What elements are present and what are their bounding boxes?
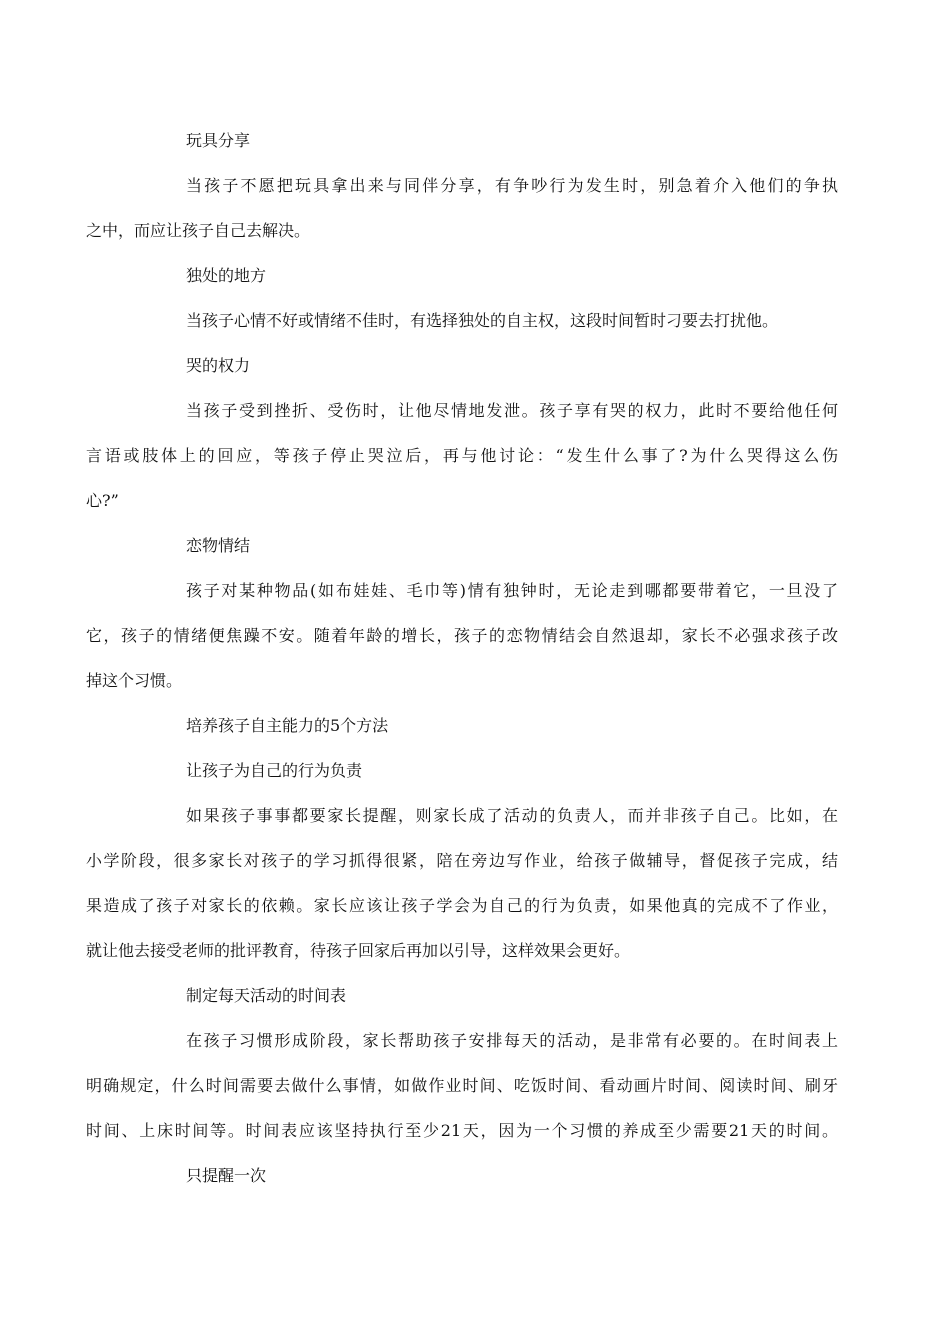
document-body xyxy=(86,118,838,1198)
paragraph-line: 言语或肢体上的回应，等孩子停止哭泣后，再与他讨论：“发生什么事了?为什么哭得这么伤 xyxy=(86,446,838,465)
paragraph-line: 当孩子心情不好或情绪不佳时，有选择独处的自主权，这段时间暂时刁要去打扰他。 xyxy=(186,311,779,330)
paragraph-line: 孩子对某种物品(如布娃娃、毛巾等)情有独钟时，无论走到哪都要带着它，一旦没了 xyxy=(186,581,838,600)
paragraph-line: 就让他去接受老师的批评教育，待孩子回家后再加以引导，这样效果会更好。 xyxy=(86,941,631,960)
section-heading: 只提醒一次 xyxy=(186,1166,267,1185)
section-heading: 让孩子为自己的行为负责 xyxy=(186,761,363,780)
paragraph-line: 当孩子受到挫折、受伤时，让他尽情地发泄。孩子享有哭的权力，此时不要给他任何 xyxy=(186,401,838,420)
paragraph-line: 如果孩子事事都要家长提醒，则家长成了活动的负责人，而并非孩子自己。比如，在 xyxy=(186,806,838,825)
paragraph-line: 小学阶段，很多家长对孩子的学习抓得很紧，陪在旁边写作业，给孩子做辅导，督促孩子完成，结 xyxy=(86,851,838,870)
paragraph-line: 明确规定，什么时间需要去做什么事情，如做作业时间、吃饭时间、看动画片时间、阅读时间、刷牙 xyxy=(86,1076,838,1095)
paragraph-line: 它，孩子的情绪便焦躁不安。随着年龄的增长，孩子的恋物情结会自然退却，家长不必强求孩子改 xyxy=(86,626,838,645)
section-heading: 恋物情结 xyxy=(186,536,251,555)
paragraph-line: 心?” xyxy=(86,491,119,510)
section-heading: 哭的权力 xyxy=(186,356,251,375)
paragraph-line: 当孩子不愿把玩具拿出来与同伴分享，有争吵行为发生时，别急着介入他们的争执 xyxy=(186,176,838,195)
paragraph-line: 果造成了孩子对家长的依赖。家长应该让孩子学会为自己的行为负责，如果他真的完成不了作业， xyxy=(86,896,838,915)
paragraph-line: 时间、上床时间等。时间表应该坚持执行至少21天，因为一个习惯的养成至少需要21天的时间。 xyxy=(86,1121,838,1140)
section-heading: 培养孩子自主能力的5个方法 xyxy=(186,716,389,735)
section-heading: 制定每天活动的时间表 xyxy=(186,986,347,1005)
paragraph-line: 掉这个习惯。 xyxy=(86,671,183,690)
section-heading: 玩具分享 xyxy=(186,131,251,150)
section-heading: 独处的地方 xyxy=(186,266,267,285)
paragraph-line: 在孩子习惯形成阶段，家长帮助孩子安排每天的活动，是非常有必要的。在时间表上 xyxy=(186,1031,838,1050)
paragraph-line: 之中，而应让孩子自己去解决。 xyxy=(86,221,311,240)
